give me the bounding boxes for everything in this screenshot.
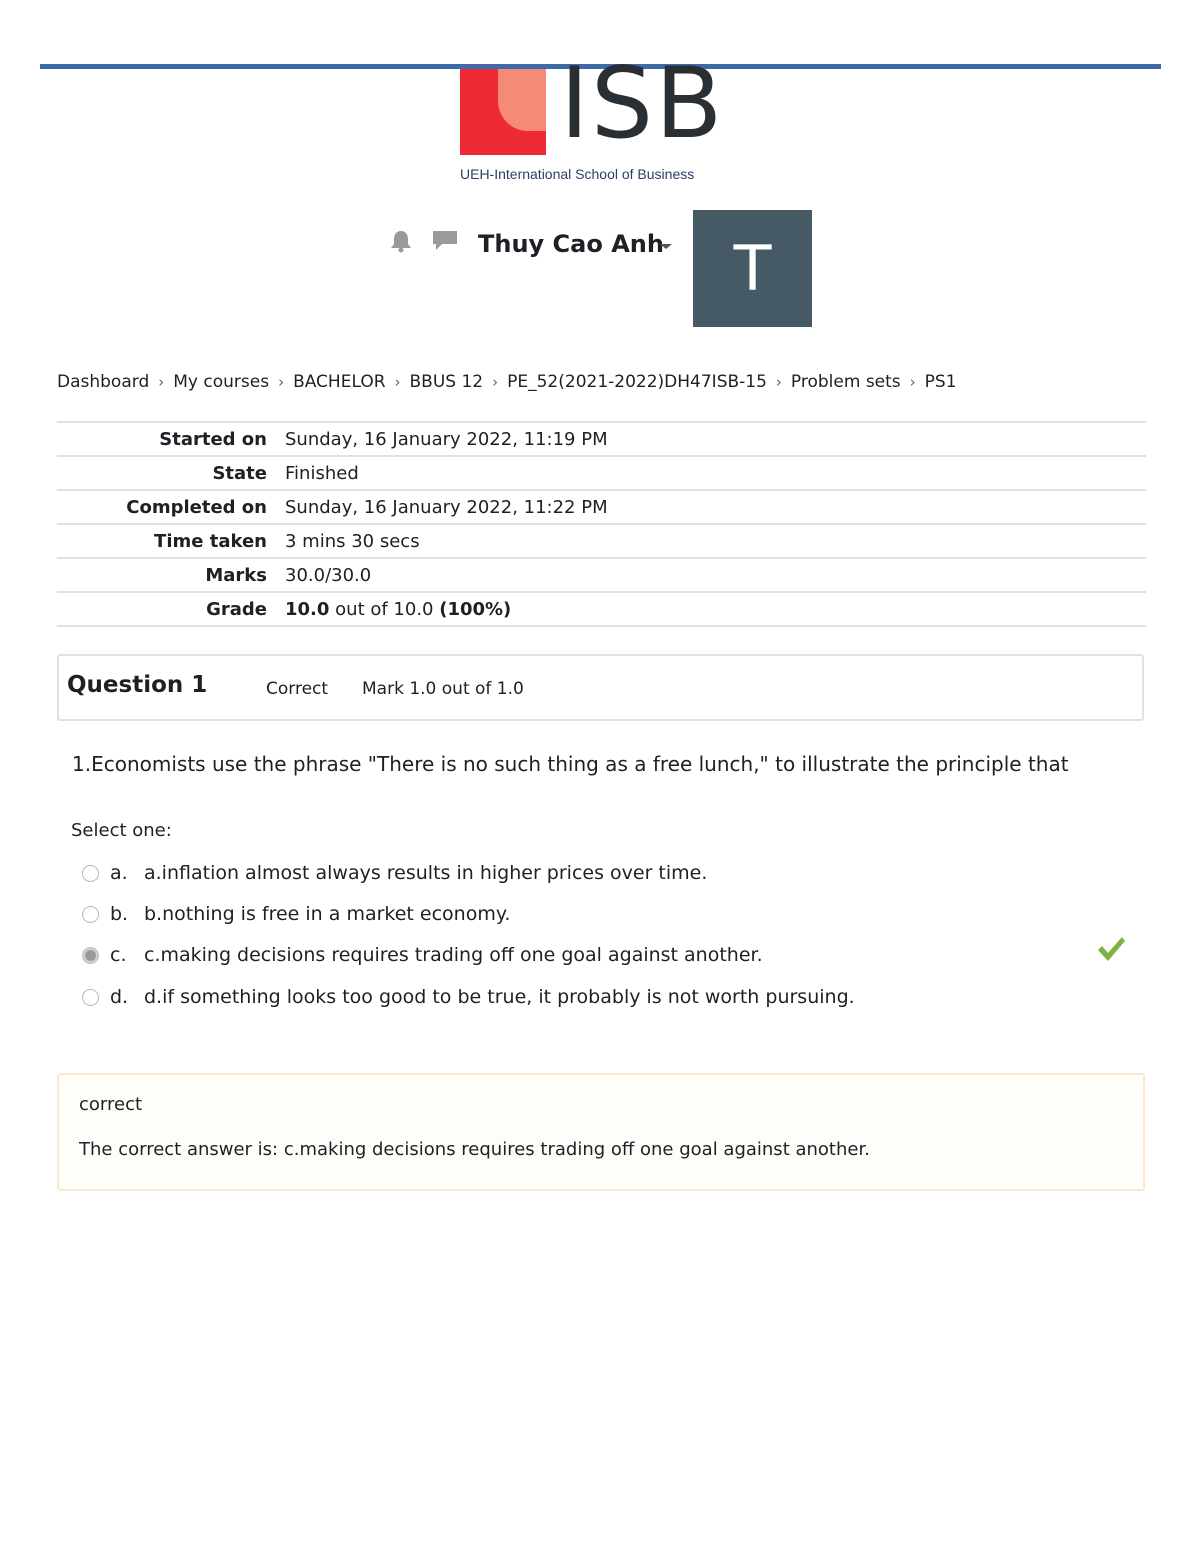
summary-row-grade xyxy=(57,592,1146,626)
grade-percent: (100%) xyxy=(439,598,512,620)
grade-out-of: out of 10.0 xyxy=(329,598,440,620)
question-mark: Mark 1.0 out of 1.0 xyxy=(362,679,524,699)
checkmark-icon xyxy=(1096,935,1126,963)
summary-row-marks xyxy=(57,558,1146,592)
question-state: Correct xyxy=(266,679,329,699)
answer-option-b[interactable] xyxy=(82,901,510,927)
answer-option-c[interactable] xyxy=(82,942,763,968)
grade-value: 10.0 xyxy=(285,598,330,620)
summary-row-time-taken xyxy=(57,524,1146,558)
user-menu-name[interactable]: Thuy Cao Anh xyxy=(478,230,664,258)
chevron-right-icon: › xyxy=(278,373,285,391)
option-text: a.inflation almost always results in higher prices over time. xyxy=(144,862,708,884)
attempt-summary-table xyxy=(57,421,1146,627)
breadcrumb-item-ps1[interactable]: PS1 xyxy=(924,372,957,392)
option-text: d.if something looks too good to be true, it probably is not worth pursuing. xyxy=(144,986,855,1008)
summary-value: 30.0/30.0 xyxy=(285,558,1146,592)
general-feedback: correct xyxy=(79,1094,143,1115)
right-answer: The correct answer is: c.making decisions requires trading off one goal against another. xyxy=(79,1139,870,1160)
logo-tagline: UEH-International School of Business xyxy=(460,166,695,182)
chevron-down-icon[interactable] xyxy=(660,244,672,249)
option-letter: d. xyxy=(110,986,129,1008)
summary-label: Grade xyxy=(57,592,285,626)
option-letter: c. xyxy=(110,944,127,966)
radio-button[interactable] xyxy=(82,865,99,882)
summary-label: Completed on xyxy=(57,490,285,524)
summary-label: Marks xyxy=(57,558,285,592)
breadcrumb xyxy=(57,372,957,392)
summary-row-completed xyxy=(57,490,1146,524)
breadcrumb-item-problem-sets[interactable]: Problem sets xyxy=(790,372,901,392)
chevron-right-icon: › xyxy=(492,373,499,391)
logo-letters: ISB xyxy=(560,47,725,161)
breadcrumb-item-bbus12[interactable]: BBUS 12 xyxy=(409,372,484,392)
chevron-right-icon: › xyxy=(775,373,782,391)
bell-icon[interactable] xyxy=(388,229,414,253)
chevron-right-icon: › xyxy=(909,373,916,391)
summary-label: State xyxy=(57,456,285,490)
summary-label: Started on xyxy=(57,422,285,456)
summary-label: Time taken xyxy=(57,524,285,558)
select-one-prompt: Select one: xyxy=(71,820,172,841)
summary-value: 3 mins 30 secs xyxy=(285,524,1146,558)
summary-value: Finished xyxy=(285,456,1146,490)
answer-option-a[interactable] xyxy=(82,860,707,886)
site-logo[interactable] xyxy=(460,47,750,189)
avatar[interactable]: T xyxy=(693,210,812,327)
radio-button-selected[interactable] xyxy=(82,947,99,964)
option-letter: b. xyxy=(110,903,129,925)
chevron-right-icon: › xyxy=(394,373,401,391)
option-text: b.nothing is free in a market economy. xyxy=(144,903,511,925)
option-letter: a. xyxy=(110,862,128,884)
question-number: Question 1 xyxy=(67,672,208,698)
question-text: 1.Economists use the phrase "There is no such thing as a free lunch," to illustrate the principle that xyxy=(72,752,1069,776)
chat-icon[interactable] xyxy=(432,230,458,252)
radio-button[interactable] xyxy=(82,906,99,923)
feedback-box xyxy=(57,1073,1145,1191)
breadcrumb-item-course[interactable]: PE_52(2021-2022)DH47ISB-15 xyxy=(507,372,767,392)
summary-value: Sunday, 16 January 2022, 11:19 PM xyxy=(285,422,1146,456)
breadcrumb-item-my-courses[interactable]: My courses xyxy=(173,372,270,392)
option-text: c.making decisions requires trading off one goal against another. xyxy=(144,944,763,966)
breadcrumb-item-bachelor[interactable]: BACHELOR xyxy=(293,372,386,392)
breadcrumb-item-dashboard[interactable]: Dashboard xyxy=(57,372,150,392)
radio-button[interactable] xyxy=(82,989,99,1006)
question-info-box xyxy=(57,654,1144,721)
summary-value xyxy=(285,592,1146,626)
summary-value: Sunday, 16 January 2022, 11:22 PM xyxy=(285,490,1146,524)
chevron-right-icon: › xyxy=(158,373,165,391)
answer-option-d[interactable] xyxy=(82,984,855,1010)
summary-row-started xyxy=(57,422,1146,456)
summary-row-state xyxy=(57,456,1146,490)
